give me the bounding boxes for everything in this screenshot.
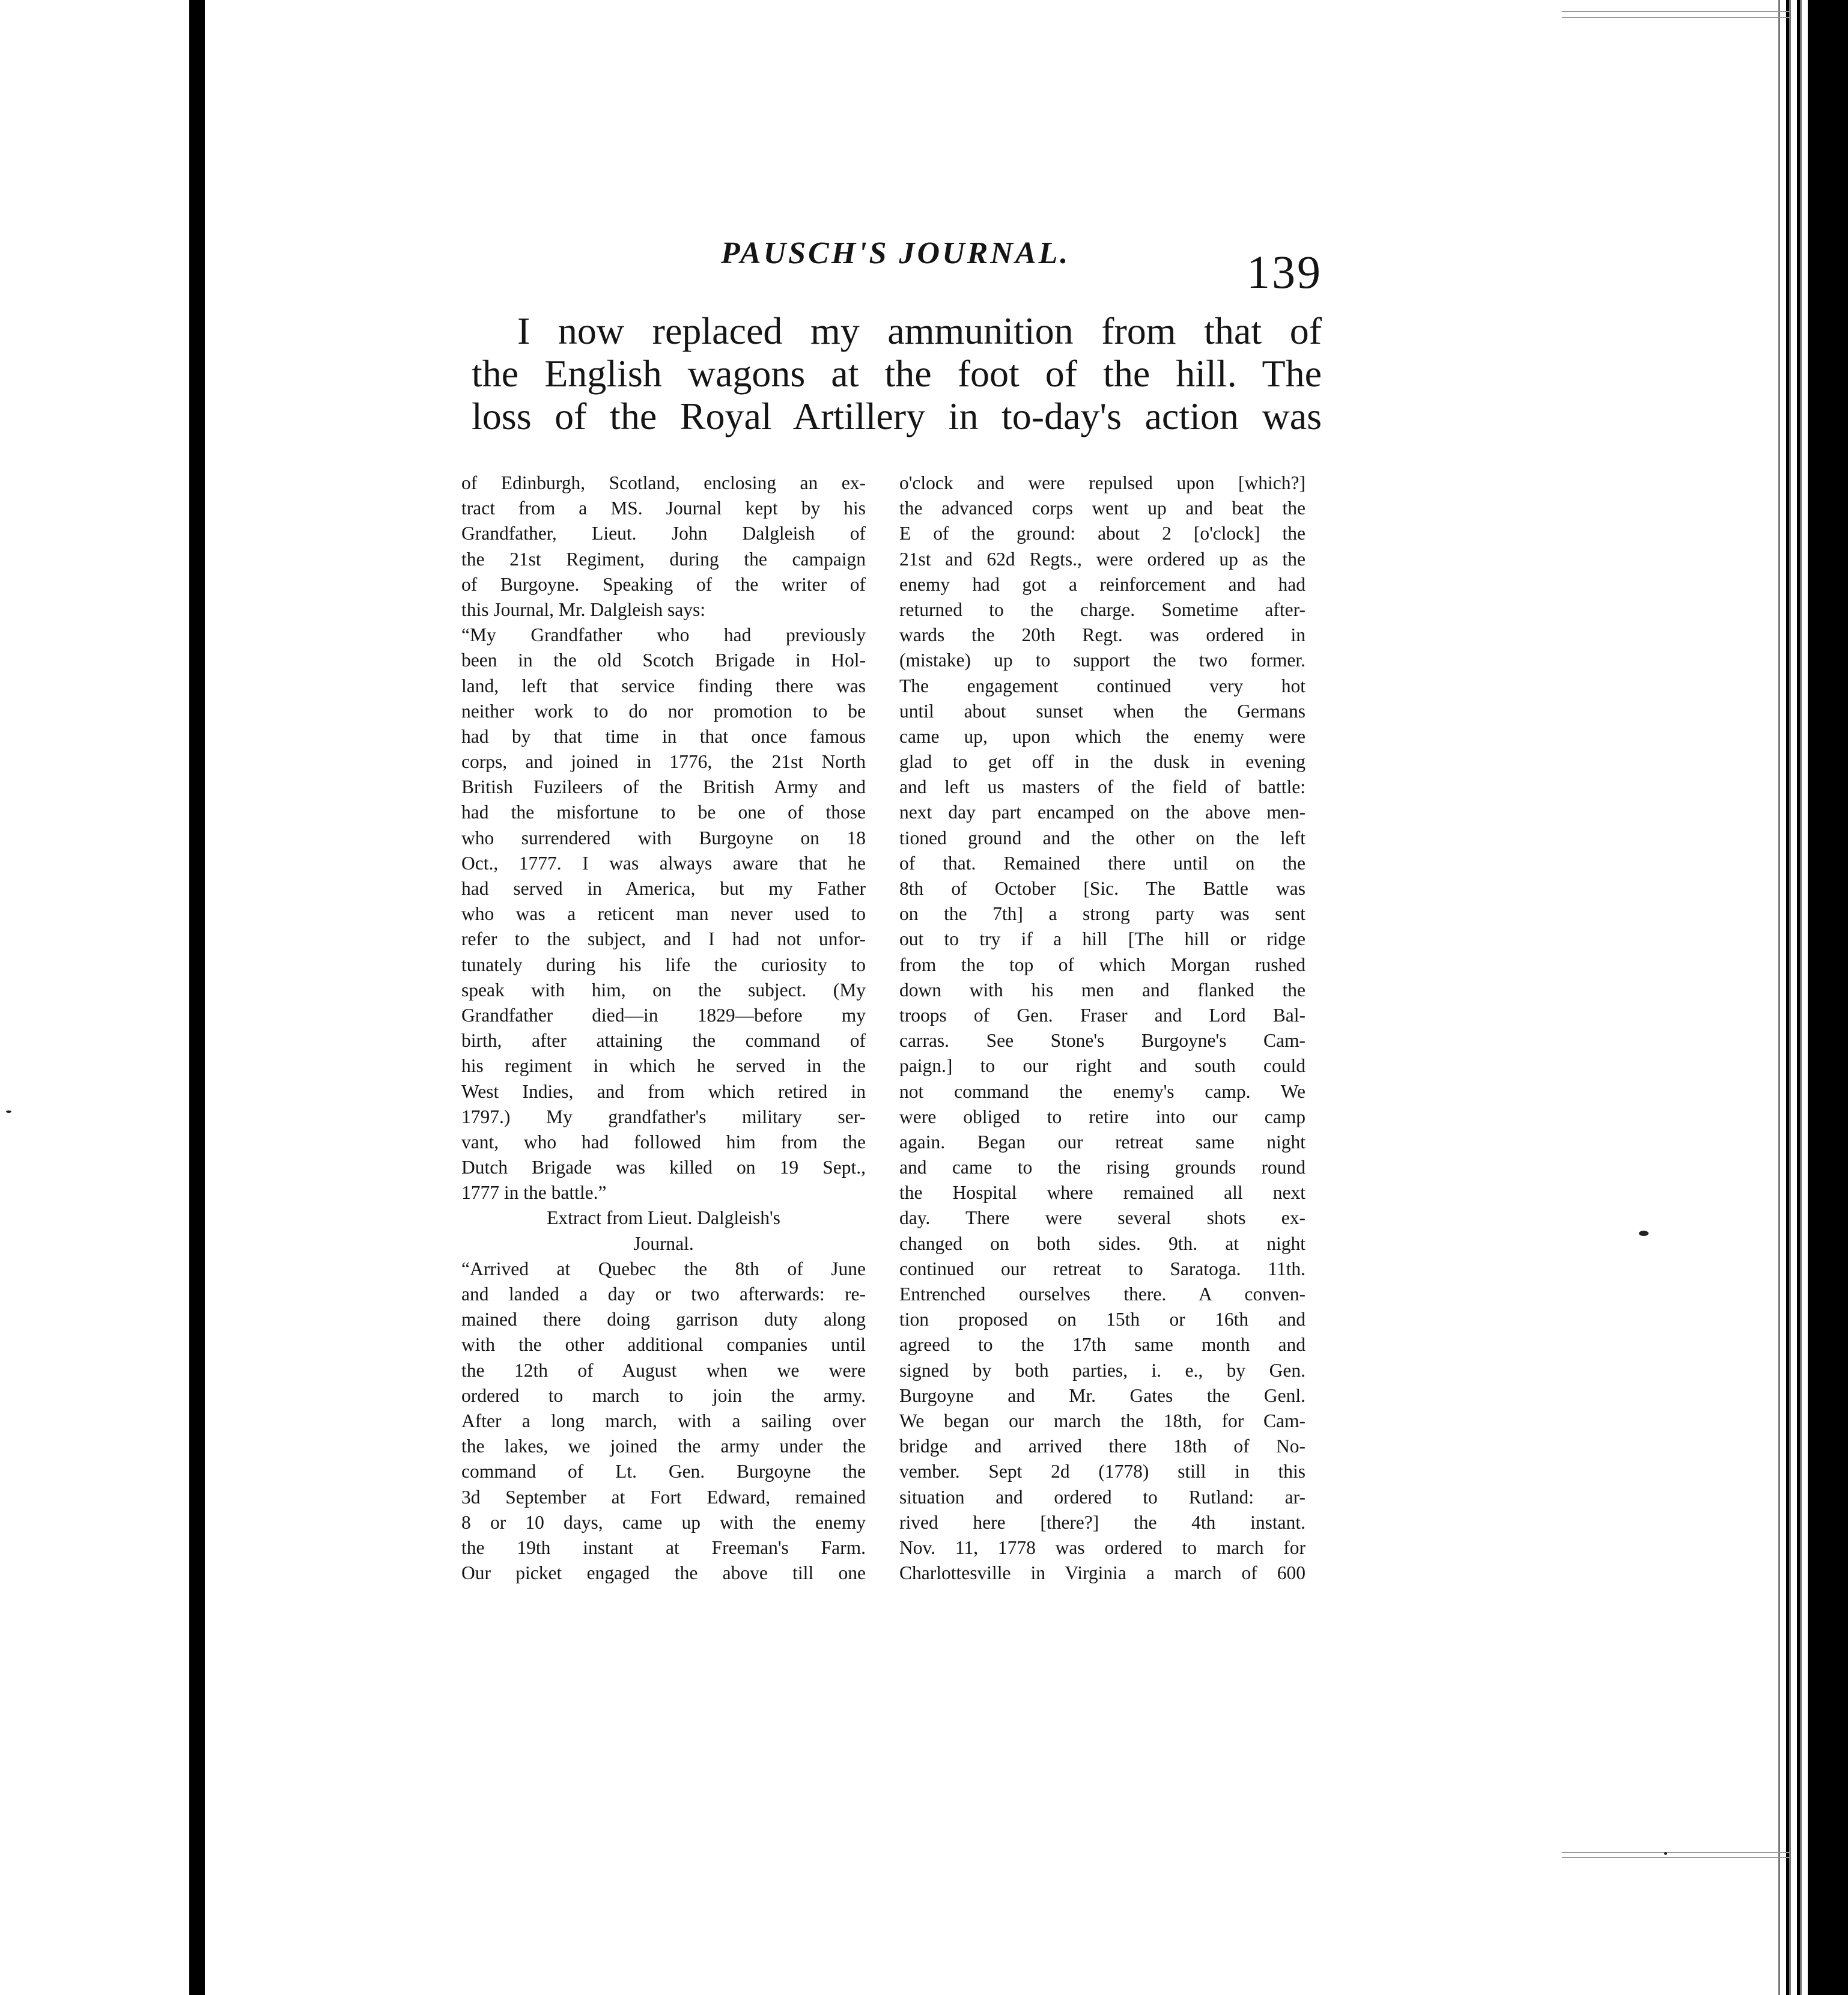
page-edge-line	[1562, 1852, 1790, 1853]
page-edge-line	[1562, 17, 1790, 18]
text-line: The engagement continued very hot	[899, 675, 1305, 696]
text-line: E of the ground: about 2 [o'clock] the	[899, 523, 1305, 544]
text-line: tion proposed on 15th or 16th and	[899, 1309, 1305, 1330]
text-line: neither work to do nor promotion to be	[461, 700, 866, 722]
text-line: mained there doing garrison duty along	[461, 1309, 866, 1330]
text-line: Dutch Brigade was killed on 19 Sept.,	[461, 1157, 866, 1178]
page-edge-stack	[1778, 0, 1786, 1995]
text-line: 21st and 62d Regts., were ordered up as the	[899, 548, 1305, 570]
text-line: wards the 20th Regt. was ordered in	[899, 624, 1305, 646]
text-line: Burgoyne and Mr. Gates the Genl.	[899, 1384, 1305, 1406]
text-line: and landed a day or two afterwards: re-	[461, 1284, 866, 1305]
text-line: tunately during his life the curiosity to	[461, 954, 866, 975]
text-line: with the other additional companies until	[461, 1334, 866, 1356]
text-line: (mistake) up to support the two former.	[899, 650, 1305, 671]
text-line: o'clock and were repulsed upon [which?]	[899, 472, 1305, 493]
text-line: ordered to march to join the army.	[461, 1384, 866, 1406]
text-line: continued our retreat to Saratoga. 11th.	[899, 1258, 1305, 1279]
text-line: from the top of which Morgan rushed	[899, 954, 1305, 975]
text-line: West Indies, and from which retired in	[461, 1080, 866, 1102]
text-line: “Arrived at Quebec the 8th of June	[461, 1258, 866, 1279]
text-line: signed by both parties, i. e., by Gen.	[899, 1359, 1305, 1381]
text-line: the 12th of August when we were	[461, 1359, 866, 1381]
text-line: Grandfather died—in 1829—before my	[461, 1004, 866, 1026]
text-line: command of Lt. Gen. Burgoyne the	[461, 1461, 866, 1482]
lead-paragraph	[472, 309, 1322, 437]
text-line: British Fuzileers of the British Army and	[461, 776, 866, 798]
text-line: vember. Sept 2d (1778) still in this	[899, 1461, 1305, 1482]
text-line: Our picket engaged the above till one	[461, 1562, 866, 1584]
text-line: this Journal, Mr. Dalgleish says:	[461, 598, 705, 620]
text-line: the English wagons at the foot of the hill. The	[472, 352, 1322, 395]
page-edge-line	[1562, 1857, 1790, 1858]
text-line: of Burgoyne. Speaking of the writer of	[461, 573, 866, 595]
text-line: 8 or 10 days, came up with the enemy	[461, 1511, 866, 1533]
text-line: of that. Remained there until on the	[899, 852, 1305, 874]
right-column	[899, 471, 1305, 1586]
book-spine-shadow	[189, 0, 205, 1995]
text-line: changed on both sides. 9th. at night	[899, 1232, 1305, 1254]
text-line: 3d September at Fort Edward, remained	[461, 1486, 866, 1508]
text-line: agreed to the 17th same month and	[899, 1334, 1305, 1356]
text-line: next day part encamped on the above men-	[899, 802, 1305, 823]
ink-speck	[6, 1110, 11, 1113]
page-number: 139	[1247, 246, 1322, 298]
text-line: until about sunset when the Germans	[899, 700, 1305, 722]
text-line: Entrenched ourselves there. A conven-	[899, 1284, 1305, 1305]
text-line: speak with him, on the subject. (My	[461, 979, 866, 1001]
text-line: came up, upon which the enemy were	[899, 725, 1305, 747]
text-line: troops of Gen. Fraser and Lord Bal-	[899, 1004, 1305, 1026]
text-line: Nov. 11, 1778 was ordered to march for	[899, 1537, 1305, 1558]
text-line: were obliged to retire into our camp	[899, 1106, 1305, 1127]
text-line: again. Began our retreat same night	[899, 1131, 1305, 1153]
text-line: day. There were several shots ex-	[899, 1207, 1305, 1229]
text-line: the lakes, we joined the army under the	[461, 1436, 866, 1457]
text-line: 8th of October [Sic. The Battle was	[899, 878, 1305, 899]
text-line: Grandfather, Lieut. John Dalgleish of	[461, 523, 866, 544]
text-line: carras. See Stone's Burgoyne's Cam-	[899, 1030, 1305, 1052]
text-line: on the 7th] a strong party was sent	[899, 903, 1305, 925]
text-line: and left us masters of the field of battle:	[899, 776, 1305, 798]
page-edge-line	[1562, 11, 1790, 12]
text-line: the Hospital where remained all next	[899, 1182, 1305, 1204]
text-line: After a long march, with a sailing over	[461, 1410, 866, 1431]
text-line: glad to get off in the dusk in evening	[899, 751, 1305, 773]
text-line: tioned ground and the other on the left	[899, 827, 1305, 848]
text-line: been in the old Scotch Brigade in Hol-	[461, 650, 866, 671]
text-line: had served in America, but my Father	[461, 878, 866, 899]
text-line: 1777 in the battle.”	[461, 1182, 607, 1204]
text-line: returned to the charge. Sometime after-	[899, 598, 1305, 620]
text-line: who was a reticent man never used to	[461, 903, 866, 925]
text-line: his regiment in which he served in the	[461, 1055, 866, 1077]
ink-speck	[1639, 1231, 1649, 1236]
text-line: had the misfortune to be one of those	[461, 802, 866, 823]
text-line: refer to the subject, and I had not unfor-	[461, 928, 866, 950]
text-line: the 19th instant at Freeman's Farm.	[461, 1537, 866, 1558]
text-line: situation and ordered to Rutland: ar-	[899, 1486, 1305, 1508]
text-line: out to try if a hill [The hill or ridge	[899, 928, 1305, 950]
text-line: vant, who had followed him from the	[461, 1131, 866, 1153]
text-line: of Edinburgh, Scotland, enclosing an ex-	[461, 472, 866, 493]
text-line: Extract from Lieut. Dalgleish's	[547, 1207, 780, 1229]
text-line: tract from a MS. Journal kept by his	[461, 498, 866, 519]
text-line: bridge and arrived there 18th of No-	[899, 1436, 1305, 1457]
page-edge-stack	[1789, 0, 1797, 1995]
text-line: “My Grandfather who had previously	[461, 624, 866, 646]
text-line: loss of the Royal Artillery in to-day's action was	[472, 395, 1322, 437]
text-line: corps, and joined in 1776, the 21st North	[461, 751, 866, 773]
running-head: PAUSCH'S JOURNAL.	[721, 236, 1071, 270]
text-line: land, left that service finding there was	[461, 675, 866, 696]
page-edge-stack	[1811, 0, 1848, 1995]
text-line: down with his men and flanked the	[899, 979, 1305, 1001]
left-column	[461, 471, 866, 1586]
text-line: I now replaced my ammunition from that of	[517, 309, 1322, 352]
text-line: enemy had got a reinforcement and had	[899, 573, 1305, 595]
text-line: paign.] to our right and south could	[899, 1055, 1305, 1077]
page-edge-stack	[1800, 0, 1808, 1995]
text-line: birth, after attaining the command of	[461, 1030, 866, 1052]
text-line: Journal.	[633, 1232, 694, 1254]
text-line: had by that time in that once famous	[461, 725, 866, 747]
text-line: 1797.) My grandfather's military ser-	[461, 1106, 866, 1127]
text-line: rived here [there?] the 4th instant.	[899, 1511, 1305, 1533]
text-line: who surrendered with Burgoyne on 18	[461, 827, 866, 848]
text-line: not command the enemy's camp. We	[899, 1080, 1305, 1102]
text-line: and came to the rising grounds round	[899, 1157, 1305, 1178]
text-line: We began our march the 18th, for Cam-	[899, 1410, 1305, 1431]
ink-speck	[1664, 1852, 1667, 1855]
text-line: Oct., 1777. I was always aware that he	[461, 852, 866, 874]
text-line: Charlottesville in Virginia a march of 600	[899, 1562, 1305, 1584]
facing-page-edge	[0, 0, 189, 1995]
text-line: the advanced corps went up and beat the	[899, 498, 1305, 519]
text-line: the 21st Regiment, during the campaign	[461, 548, 866, 570]
